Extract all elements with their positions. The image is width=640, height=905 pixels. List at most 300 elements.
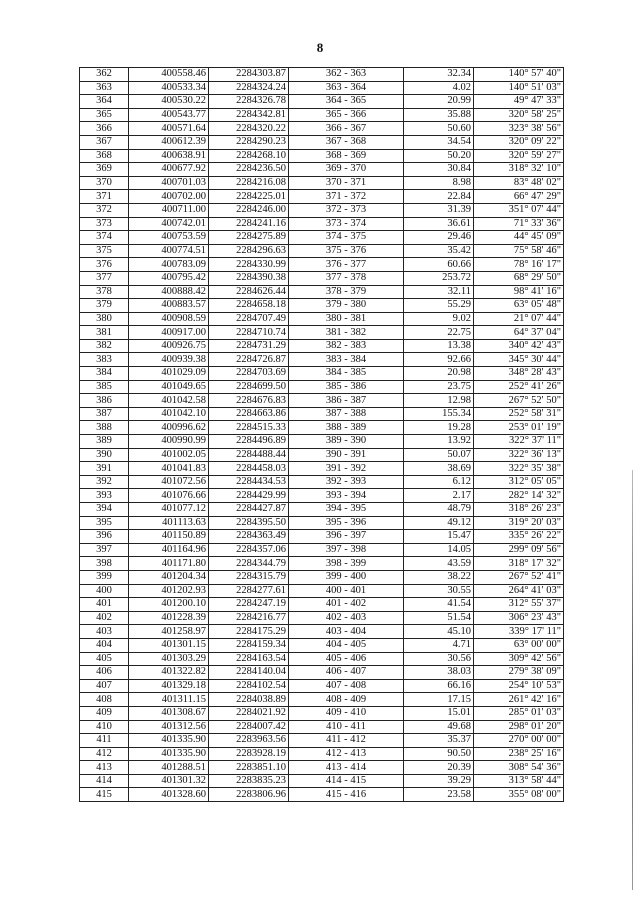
x-coordinate-cell: 400702.00	[129, 190, 209, 204]
direction-angle-cell: 21° 07' 44"	[474, 312, 564, 326]
y-coordinate-cell: 2284163.54	[209, 652, 289, 666]
segment-length-cell: 43.59	[404, 557, 474, 571]
segment-cell: 368 - 369	[289, 149, 404, 163]
point-number-cell: 384	[80, 367, 129, 381]
direction-angle-cell: 254° 10' 53"	[474, 679, 564, 693]
segment-length-cell: 31.39	[404, 203, 474, 217]
point-number-cell: 397	[80, 543, 129, 557]
segment-length-cell: 14.05	[404, 543, 474, 557]
segment-cell: 367 - 368	[289, 135, 404, 149]
y-coordinate-cell: 2284429.99	[209, 489, 289, 503]
direction-angle-cell: 348° 28' 43"	[474, 367, 564, 381]
direction-angle-cell: 322° 37' 11"	[474, 435, 564, 449]
segment-length-cell: 55.29	[404, 299, 474, 313]
segment-length-cell: 253.72	[404, 271, 474, 285]
segment-cell: 369 - 370	[289, 163, 404, 177]
y-coordinate-cell: 2284342.81	[209, 108, 289, 122]
point-number-cell: 364	[80, 95, 129, 109]
table-row	[80, 108, 564, 122]
table-row	[80, 720, 564, 734]
segment-cell: 384 - 385	[289, 367, 404, 381]
direction-angle-cell: 306° 23' 43"	[474, 611, 564, 625]
direction-angle-cell: 49° 47' 33"	[474, 95, 564, 109]
y-coordinate-cell: 2284731.29	[209, 339, 289, 353]
table-row	[80, 530, 564, 544]
segment-cell: 365 - 366	[289, 108, 404, 122]
segment-cell: 406 - 407	[289, 666, 404, 680]
x-coordinate-cell: 400783.09	[129, 258, 209, 272]
y-coordinate-cell: 2284496.89	[209, 435, 289, 449]
y-coordinate-cell: 2283806.96	[209, 788, 289, 802]
point-number-cell: 390	[80, 448, 129, 462]
x-coordinate-cell: 401042.58	[129, 394, 209, 408]
table-row	[80, 693, 564, 707]
segment-cell: 407 - 408	[289, 679, 404, 693]
segment-cell: 371 - 372	[289, 190, 404, 204]
point-number-cell: 383	[80, 353, 129, 367]
x-coordinate-cell: 401113.63	[129, 516, 209, 530]
y-coordinate-cell: 2284175.29	[209, 625, 289, 639]
table-row	[80, 611, 564, 625]
direction-angle-cell: 267° 52' 41"	[474, 570, 564, 584]
segment-length-cell: 15.47	[404, 530, 474, 544]
table-row	[80, 570, 564, 584]
segment-length-cell: 45.10	[404, 625, 474, 639]
table-row	[80, 584, 564, 598]
x-coordinate-cell: 401322.82	[129, 666, 209, 680]
x-coordinate-cell: 401311.15	[129, 693, 209, 707]
direction-angle-cell: 285° 01' 03"	[474, 706, 564, 720]
direction-angle-cell: 313° 58' 44"	[474, 774, 564, 788]
direction-angle-cell: 318° 17' 32"	[474, 557, 564, 571]
segment-length-cell: 41.54	[404, 598, 474, 612]
segment-cell: 374 - 375	[289, 231, 404, 245]
table-row	[80, 475, 564, 489]
segment-cell: 382 - 383	[289, 339, 404, 353]
segment-length-cell: 2.17	[404, 489, 474, 503]
x-coordinate-cell: 400612.39	[129, 135, 209, 149]
x-coordinate-cell: 401029.09	[129, 367, 209, 381]
table-row	[80, 176, 564, 190]
direction-angle-cell: 279° 38' 09"	[474, 666, 564, 680]
segment-length-cell: 6.12	[404, 475, 474, 489]
x-coordinate-cell: 400701.03	[129, 176, 209, 190]
table-row	[80, 353, 564, 367]
table-row	[80, 462, 564, 476]
y-coordinate-cell: 2284225.01	[209, 190, 289, 204]
segment-cell: 411 - 412	[289, 734, 404, 748]
x-coordinate-cell: 401150.89	[129, 530, 209, 544]
y-coordinate-cell: 2284296.63	[209, 244, 289, 258]
segment-length-cell: 49.68	[404, 720, 474, 734]
x-coordinate-cell: 401049.65	[129, 380, 209, 394]
segment-cell: 370 - 371	[289, 176, 404, 190]
segment-length-cell: 29.46	[404, 231, 474, 245]
table-row	[80, 81, 564, 95]
segment-length-cell: 19.28	[404, 421, 474, 435]
y-coordinate-cell: 2284268.10	[209, 149, 289, 163]
y-coordinate-cell: 2284357.06	[209, 543, 289, 557]
y-coordinate-cell: 2284038.89	[209, 693, 289, 707]
coordinates-table	[79, 67, 564, 802]
segment-length-cell: 49.12	[404, 516, 474, 530]
direction-angle-cell: 282° 14' 32"	[474, 489, 564, 503]
segment-cell: 397 - 398	[289, 543, 404, 557]
direction-angle-cell: 339° 17' 11"	[474, 625, 564, 639]
table-row	[80, 638, 564, 652]
point-number-cell: 362	[80, 68, 129, 82]
y-coordinate-cell: 2284390.38	[209, 271, 289, 285]
table-row	[80, 761, 564, 775]
segment-length-cell: 35.42	[404, 244, 474, 258]
x-coordinate-cell: 400990.99	[129, 435, 209, 449]
segment-length-cell: 30.56	[404, 652, 474, 666]
y-coordinate-cell: 2284626.44	[209, 285, 289, 299]
point-number-cell: 381	[80, 326, 129, 340]
segment-length-cell: 13.92	[404, 435, 474, 449]
segment-cell: 381 - 382	[289, 326, 404, 340]
y-coordinate-cell: 2284247.19	[209, 598, 289, 612]
point-number-cell: 412	[80, 747, 129, 761]
segment-length-cell: 39.29	[404, 774, 474, 788]
segment-length-cell: 50.60	[404, 122, 474, 136]
y-coordinate-cell: 2284427.87	[209, 503, 289, 517]
table-row	[80, 421, 564, 435]
point-number-cell: 401	[80, 598, 129, 612]
point-number-cell: 406	[80, 666, 129, 680]
segment-length-cell: 30.84	[404, 163, 474, 177]
x-coordinate-cell: 400742.01	[129, 217, 209, 231]
segment-cell: 380 - 381	[289, 312, 404, 326]
segment-length-cell: 20.39	[404, 761, 474, 775]
segment-length-cell: 23.75	[404, 380, 474, 394]
x-coordinate-cell: 401335.90	[129, 747, 209, 761]
y-coordinate-cell: 2284216.08	[209, 176, 289, 190]
point-number-cell: 379	[80, 299, 129, 313]
table-row	[80, 68, 564, 82]
table-row	[80, 706, 564, 720]
y-coordinate-cell: 2284021.92	[209, 706, 289, 720]
point-number-cell: 366	[80, 122, 129, 136]
point-number-cell: 391	[80, 462, 129, 476]
segment-cell: 383 - 384	[289, 353, 404, 367]
x-coordinate-cell: 400774.51	[129, 244, 209, 258]
y-coordinate-cell: 2284458.03	[209, 462, 289, 476]
coordinates-table-body	[80, 68, 564, 802]
table-row	[80, 489, 564, 503]
segment-length-cell: 8.98	[404, 176, 474, 190]
direction-angle-cell: 322° 36' 13"	[474, 448, 564, 462]
x-coordinate-cell: 401042.10	[129, 407, 209, 421]
segment-length-cell: 38.03	[404, 666, 474, 680]
y-coordinate-cell: 2284326.78	[209, 95, 289, 109]
point-number-cell: 408	[80, 693, 129, 707]
segment-length-cell: 20.99	[404, 95, 474, 109]
point-number-cell: 387	[80, 407, 129, 421]
segment-length-cell: 17.15	[404, 693, 474, 707]
direction-angle-cell: 270° 00' 00"	[474, 734, 564, 748]
y-coordinate-cell: 2284241.16	[209, 217, 289, 231]
segment-cell: 410 - 411	[289, 720, 404, 734]
x-coordinate-cell: 400530.22	[129, 95, 209, 109]
segment-cell: 390 - 391	[289, 448, 404, 462]
segment-cell: 375 - 376	[289, 244, 404, 258]
y-coordinate-cell: 2284363.49	[209, 530, 289, 544]
x-coordinate-cell: 401164.96	[129, 543, 209, 557]
table-row	[80, 231, 564, 245]
x-coordinate-cell: 401202.93	[129, 584, 209, 598]
table-row	[80, 217, 564, 231]
x-coordinate-cell: 400753.59	[129, 231, 209, 245]
point-number-cell: 402	[80, 611, 129, 625]
page-number: 8	[316, 40, 324, 55]
y-coordinate-cell: 2284102.54	[209, 679, 289, 693]
point-number-cell: 380	[80, 312, 129, 326]
direction-angle-cell: 320° 09' 22"	[474, 135, 564, 149]
segment-cell: 377 - 378	[289, 271, 404, 285]
x-coordinate-cell: 400917.00	[129, 326, 209, 340]
segment-length-cell: 22.75	[404, 326, 474, 340]
direction-angle-cell: 83° 48' 02"	[474, 176, 564, 190]
y-coordinate-cell: 2284344.79	[209, 557, 289, 571]
table-row	[80, 122, 564, 136]
segment-cell: 363 - 364	[289, 81, 404, 95]
table-row	[80, 652, 564, 666]
y-coordinate-cell: 2284159.34	[209, 638, 289, 652]
y-coordinate-cell: 2284703.69	[209, 367, 289, 381]
point-number-cell: 368	[80, 149, 129, 163]
segment-length-cell: 23.58	[404, 788, 474, 802]
point-number-cell: 399	[80, 570, 129, 584]
segment-cell: 401 - 402	[289, 598, 404, 612]
point-number-cell: 373	[80, 217, 129, 231]
direction-angle-cell: 320° 59' 27"	[474, 149, 564, 163]
x-coordinate-cell: 401312.56	[129, 720, 209, 734]
y-coordinate-cell: 2284236.50	[209, 163, 289, 177]
point-number-cell: 388	[80, 421, 129, 435]
direction-angle-cell: 64° 37' 04"	[474, 326, 564, 340]
direction-angle-cell: 68° 29' 50"	[474, 271, 564, 285]
x-coordinate-cell: 401308.67	[129, 706, 209, 720]
segment-length-cell: 13.38	[404, 339, 474, 353]
direction-angle-cell: 318° 32' 10"	[474, 163, 564, 177]
y-coordinate-cell: 2284303.87	[209, 68, 289, 82]
x-coordinate-cell: 401076.66	[129, 489, 209, 503]
y-coordinate-cell: 2284007.42	[209, 720, 289, 734]
segment-length-cell: 155.34	[404, 407, 474, 421]
direction-angle-cell: 252° 41' 26"	[474, 380, 564, 394]
table-row	[80, 679, 564, 693]
table-row	[80, 734, 564, 748]
y-coordinate-cell: 2284246.00	[209, 203, 289, 217]
table-row	[80, 271, 564, 285]
point-number-cell: 398	[80, 557, 129, 571]
table-row	[80, 190, 564, 204]
point-number-cell: 369	[80, 163, 129, 177]
point-number-cell: 365	[80, 108, 129, 122]
x-coordinate-cell: 401303.29	[129, 652, 209, 666]
segment-cell: 392 - 393	[289, 475, 404, 489]
segment-length-cell: 48.79	[404, 503, 474, 517]
point-number-cell: 372	[80, 203, 129, 217]
table-row	[80, 135, 564, 149]
table-row	[80, 666, 564, 680]
y-coordinate-cell: 2284216.77	[209, 611, 289, 625]
y-coordinate-cell: 2284324.24	[209, 81, 289, 95]
table-row	[80, 557, 564, 571]
segment-length-cell: 38.22	[404, 570, 474, 584]
segment-cell: 414 - 415	[289, 774, 404, 788]
y-coordinate-cell: 2283963.56	[209, 734, 289, 748]
segment-length-cell: 36.61	[404, 217, 474, 231]
segment-cell: 389 - 390	[289, 435, 404, 449]
direction-angle-cell: 298° 01' 20"	[474, 720, 564, 734]
table-row	[80, 203, 564, 217]
x-coordinate-cell: 401041.83	[129, 462, 209, 476]
segment-length-cell: 90.50	[404, 747, 474, 761]
table-row	[80, 516, 564, 530]
segment-length-cell: 92.66	[404, 353, 474, 367]
table-row	[80, 625, 564, 639]
point-number-cell: 371	[80, 190, 129, 204]
table-row	[80, 435, 564, 449]
segment-length-cell: 20.98	[404, 367, 474, 381]
direction-angle-cell: 308° 54' 36"	[474, 761, 564, 775]
x-coordinate-cell: 400926.75	[129, 339, 209, 353]
direction-angle-cell: 238° 25' 16"	[474, 747, 564, 761]
x-coordinate-cell: 401171.80	[129, 557, 209, 571]
direction-angle-cell: 267° 52' 50"	[474, 394, 564, 408]
table-row	[80, 163, 564, 177]
segment-length-cell: 32.11	[404, 285, 474, 299]
point-number-cell: 376	[80, 258, 129, 272]
segment-length-cell: 34.54	[404, 135, 474, 149]
direction-angle-cell: 140° 57' 40"	[474, 68, 564, 82]
point-number-cell: 393	[80, 489, 129, 503]
y-coordinate-cell: 2284275.89	[209, 231, 289, 245]
x-coordinate-cell: 400711.00	[129, 203, 209, 217]
x-coordinate-cell: 401228.39	[129, 611, 209, 625]
segment-cell: 362 - 363	[289, 68, 404, 82]
table-row	[80, 312, 564, 326]
segment-cell: 395 - 396	[289, 516, 404, 530]
y-coordinate-cell: 2284320.22	[209, 122, 289, 136]
scan-edge-line	[632, 470, 633, 890]
direction-angle-cell: 98° 41' 16"	[474, 285, 564, 299]
segment-cell: 405 - 406	[289, 652, 404, 666]
direction-angle-cell: 319° 20' 03"	[474, 516, 564, 530]
segment-cell: 388 - 389	[289, 421, 404, 435]
table-row	[80, 543, 564, 557]
y-coordinate-cell: 2284515.33	[209, 421, 289, 435]
table-row	[80, 747, 564, 761]
point-number-cell: 385	[80, 380, 129, 394]
y-coordinate-cell: 2283928.19	[209, 747, 289, 761]
x-coordinate-cell: 400543.77	[129, 108, 209, 122]
table-row	[80, 503, 564, 517]
table-row	[80, 244, 564, 258]
direction-angle-cell: 318° 26' 23"	[474, 503, 564, 517]
y-coordinate-cell: 2284658.18	[209, 299, 289, 313]
y-coordinate-cell: 2284488.44	[209, 448, 289, 462]
segment-cell: 387 - 388	[289, 407, 404, 421]
direction-angle-cell: 322° 35' 38"	[474, 462, 564, 476]
direction-angle-cell: 335° 26' 22"	[474, 530, 564, 544]
point-number-cell: 400	[80, 584, 129, 598]
segment-cell: 398 - 399	[289, 557, 404, 571]
segment-cell: 373 - 374	[289, 217, 404, 231]
segment-cell: 399 - 400	[289, 570, 404, 584]
point-number-cell: 414	[80, 774, 129, 788]
x-coordinate-cell: 400939.38	[129, 353, 209, 367]
point-number-cell: 367	[80, 135, 129, 149]
table-row	[80, 285, 564, 299]
direction-angle-cell: 345° 30' 44"	[474, 353, 564, 367]
direction-angle-cell: 78° 16' 17"	[474, 258, 564, 272]
x-coordinate-cell: 400571.64	[129, 122, 209, 136]
y-coordinate-cell: 2284726.87	[209, 353, 289, 367]
x-coordinate-cell: 400888.42	[129, 285, 209, 299]
segment-cell: 400 - 401	[289, 584, 404, 598]
direction-angle-cell: 252° 58' 31"	[474, 407, 564, 421]
y-coordinate-cell: 2284330.99	[209, 258, 289, 272]
point-number-cell: 410	[80, 720, 129, 734]
x-coordinate-cell: 400883.57	[129, 299, 209, 313]
segment-length-cell: 50.07	[404, 448, 474, 462]
direction-angle-cell: 63° 00' 00"	[474, 638, 564, 652]
table-row	[80, 367, 564, 381]
segment-cell: 391 - 392	[289, 462, 404, 476]
x-coordinate-cell: 401288.51	[129, 761, 209, 775]
x-coordinate-cell: 400533.34	[129, 81, 209, 95]
segment-cell: 412 - 413	[289, 747, 404, 761]
direction-angle-cell: 323° 38' 56"	[474, 122, 564, 136]
direction-angle-cell: 253° 01' 19"	[474, 421, 564, 435]
segment-cell: 372 - 373	[289, 203, 404, 217]
segment-length-cell: 50.20	[404, 149, 474, 163]
y-coordinate-cell: 2284140.04	[209, 666, 289, 680]
point-number-cell: 370	[80, 176, 129, 190]
direction-angle-cell: 66° 47' 29"	[474, 190, 564, 204]
x-coordinate-cell: 401328.60	[129, 788, 209, 802]
segment-length-cell: 35.37	[404, 734, 474, 748]
direction-angle-cell: 312° 05' 05"	[474, 475, 564, 489]
x-coordinate-cell: 401204.34	[129, 570, 209, 584]
segment-cell: 409 - 410	[289, 706, 404, 720]
direction-angle-cell: 140° 51' 03"	[474, 81, 564, 95]
segment-length-cell: 60.66	[404, 258, 474, 272]
direction-angle-cell: 299° 09' 56"	[474, 543, 564, 557]
y-coordinate-cell: 2283835.23	[209, 774, 289, 788]
segment-cell: 396 - 397	[289, 530, 404, 544]
x-coordinate-cell: 401301.32	[129, 774, 209, 788]
x-coordinate-cell: 401258.97	[129, 625, 209, 639]
table-row	[80, 299, 564, 313]
direction-angle-cell: 351° 07' 44"	[474, 203, 564, 217]
segment-length-cell: 22.84	[404, 190, 474, 204]
point-number-cell: 386	[80, 394, 129, 408]
segment-cell: 378 - 379	[289, 285, 404, 299]
table-row	[80, 788, 564, 802]
segment-cell: 364 - 365	[289, 95, 404, 109]
point-number-cell: 413	[80, 761, 129, 775]
segment-length-cell: 35.88	[404, 108, 474, 122]
segment-cell: 366 - 367	[289, 122, 404, 136]
point-number-cell: 374	[80, 231, 129, 245]
x-coordinate-cell: 401301.15	[129, 638, 209, 652]
segment-cell: 376 - 377	[289, 258, 404, 272]
direction-angle-cell: 312° 55' 37"	[474, 598, 564, 612]
